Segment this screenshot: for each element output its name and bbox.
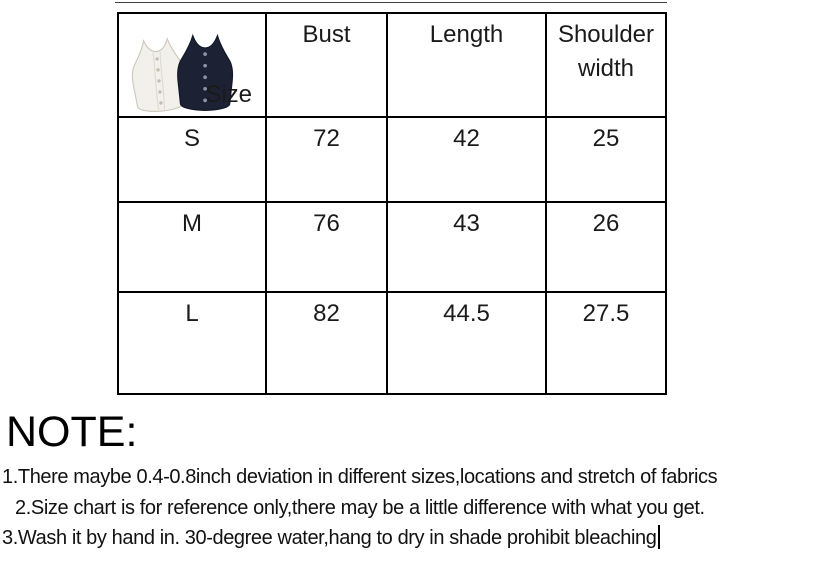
- size-chart-table: [117, 12, 667, 395]
- column-header-bust: Bust: [267, 14, 388, 118]
- row-m-bust: 76: [267, 203, 388, 293]
- size-label: Size: [205, 81, 252, 108]
- note-title: NOTE:: [6, 408, 138, 456]
- row-s-length: 42: [388, 118, 547, 203]
- row-m-length: 43: [388, 203, 547, 293]
- row-l-bust: 82: [267, 293, 388, 393]
- note-list: [2, 462, 828, 554]
- column-header-length: Length: [388, 14, 547, 118]
- note-item-3-line: [2, 523, 828, 554]
- row-l-length: 44.5: [388, 293, 547, 393]
- note-item-1: 1.There maybe 0.4-0.8inch deviation in different sizes,locations and stretch of fabrics: [2, 466, 718, 488]
- row-m-label: M: [119, 203, 267, 293]
- note-item-3: 3.Wash it by hand in. 30-degree water,hang to dry in shade prohibit bleaching: [2, 527, 657, 549]
- size-corner-cell: [119, 14, 267, 118]
- text-cursor: [658, 525, 660, 549]
- note-item-2: 2.Size chart is for reference only,there may be a little difference with what you get.: [15, 496, 705, 519]
- row-l-label: L: [119, 293, 267, 393]
- row-s-shoulder-width: 25: [547, 118, 665, 203]
- row-l-shoulder-width: 27.5: [582, 300, 630, 327]
- row-s-label: S: [119, 118, 267, 203]
- column-header-shoulder-width: Shoulder width: [547, 14, 665, 118]
- row-s-bust: 72: [267, 118, 388, 203]
- row-m-shoulder-width: 26: [547, 203, 665, 293]
- cropped-table-edge-line: [115, 2, 667, 3]
